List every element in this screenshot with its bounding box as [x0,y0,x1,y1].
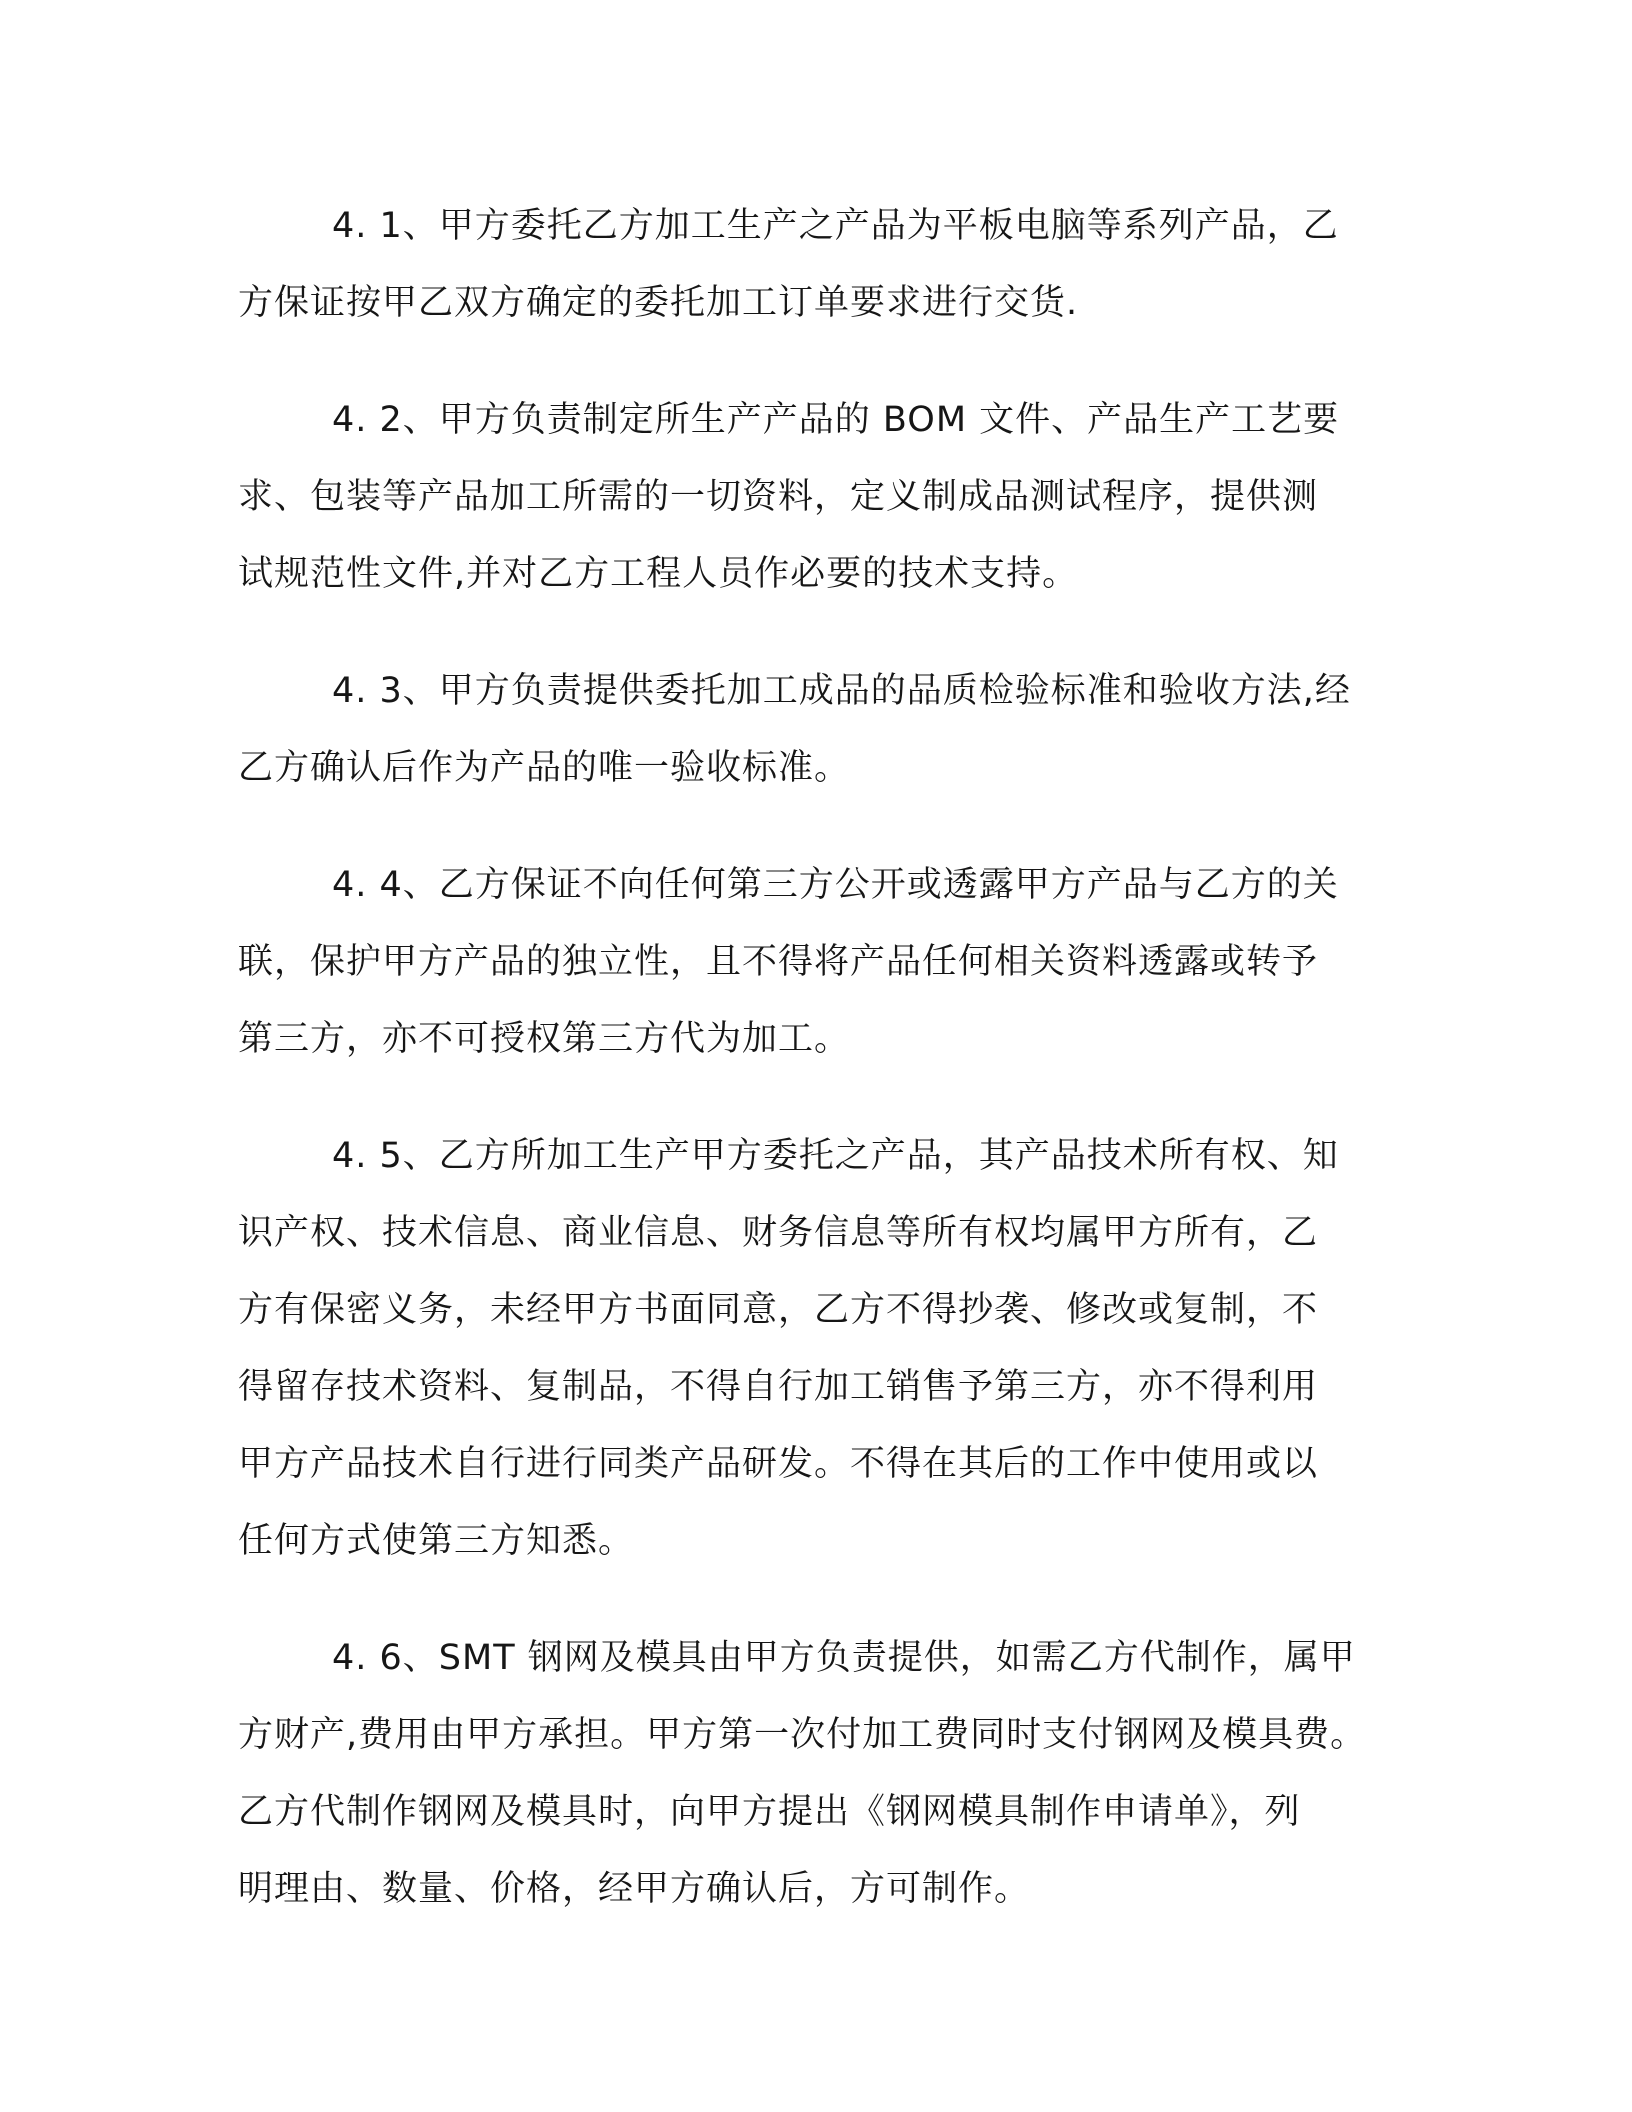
paragraph-line: 4. 1、甲方委托乙方加工生产之产品为平板电脑等系列产品，乙 [332,206,1339,246]
clause-4-1 [238,188,1398,342]
clause-4-5 [238,1118,1398,1580]
paragraph-line: 乙方代制作钢网及模具时，向甲方提出《钢网模具制作申请单》，列 [238,1792,1301,1832]
paragraph-line: 求、包装等产品加工所需的一切资料，定义制成品测试程序，提供测 [238,477,1319,517]
paragraph-line: 方财产,费用由甲方承担。甲方第一次付加工费同时支付钢网及模具费。 [238,1715,1367,1755]
paragraph-line: 乙方确认后作为产品的唯一验收标准。 [238,748,851,788]
paragraph-line: 方有保密义务，未经甲方书面同意，乙方不得抄袭、修改或复制，不 [238,1290,1319,1330]
paragraph-line: 明理由、数量、价格，经甲方确认后，方可制作。 [238,1869,1031,1909]
paragraph-line: 第三方，亦不可授权第三方代为加工。 [238,1019,851,1059]
paragraph-line: 4. 6、SMT 钢网及模具由甲方负责提供，如需乙方代制作，属甲 [332,1638,1356,1678]
paragraph-line: 任何方式使第三方知悉。 [238,1521,635,1561]
paragraph-line: 4. 4、乙方保证不向任何第三方公开或透露甲方产品与乙方的关 [332,865,1339,905]
clause-4-3 [238,653,1398,807]
paragraph-line: 4. 3、甲方负责提供委托加工成品的品质检验标准和验收方法,经 [332,671,1351,711]
paragraph-line: 方保证按甲乙双方确定的委托加工订单要求进行交货. [238,283,1079,323]
document-body [238,188,1398,1968]
clause-4-2 [238,382,1398,613]
paragraph-line: 甲方产品技术自行进行同类产品研发。不得在其后的工作中使用或以 [238,1444,1319,1484]
paragraph-line: 联，保护甲方产品的独立性，且不得将产品任何相关资料透露或转予 [238,942,1319,982]
paragraph-line: 4. 2、甲方负责制定所生产产品的 BOM 文件、产品生产工艺要 [332,400,1340,440]
paragraph-line: 得留存技术资料、复制品，不得自行加工销售予第三方，亦不得利用 [238,1367,1319,1407]
paragraph-line: 识产权、技术信息、商业信息、财务信息等所有权均属甲方所有，乙 [238,1213,1319,1253]
paragraph-line: 试规范性文件,并对乙方工程人员作必要的技术支持。 [238,554,1079,594]
clause-4-4 [238,847,1398,1078]
clause-4-6 [238,1620,1398,1928]
paragraph-line: 4. 5、乙方所加工生产甲方委托之产品，其产品技术所有权、知 [332,1136,1339,1176]
